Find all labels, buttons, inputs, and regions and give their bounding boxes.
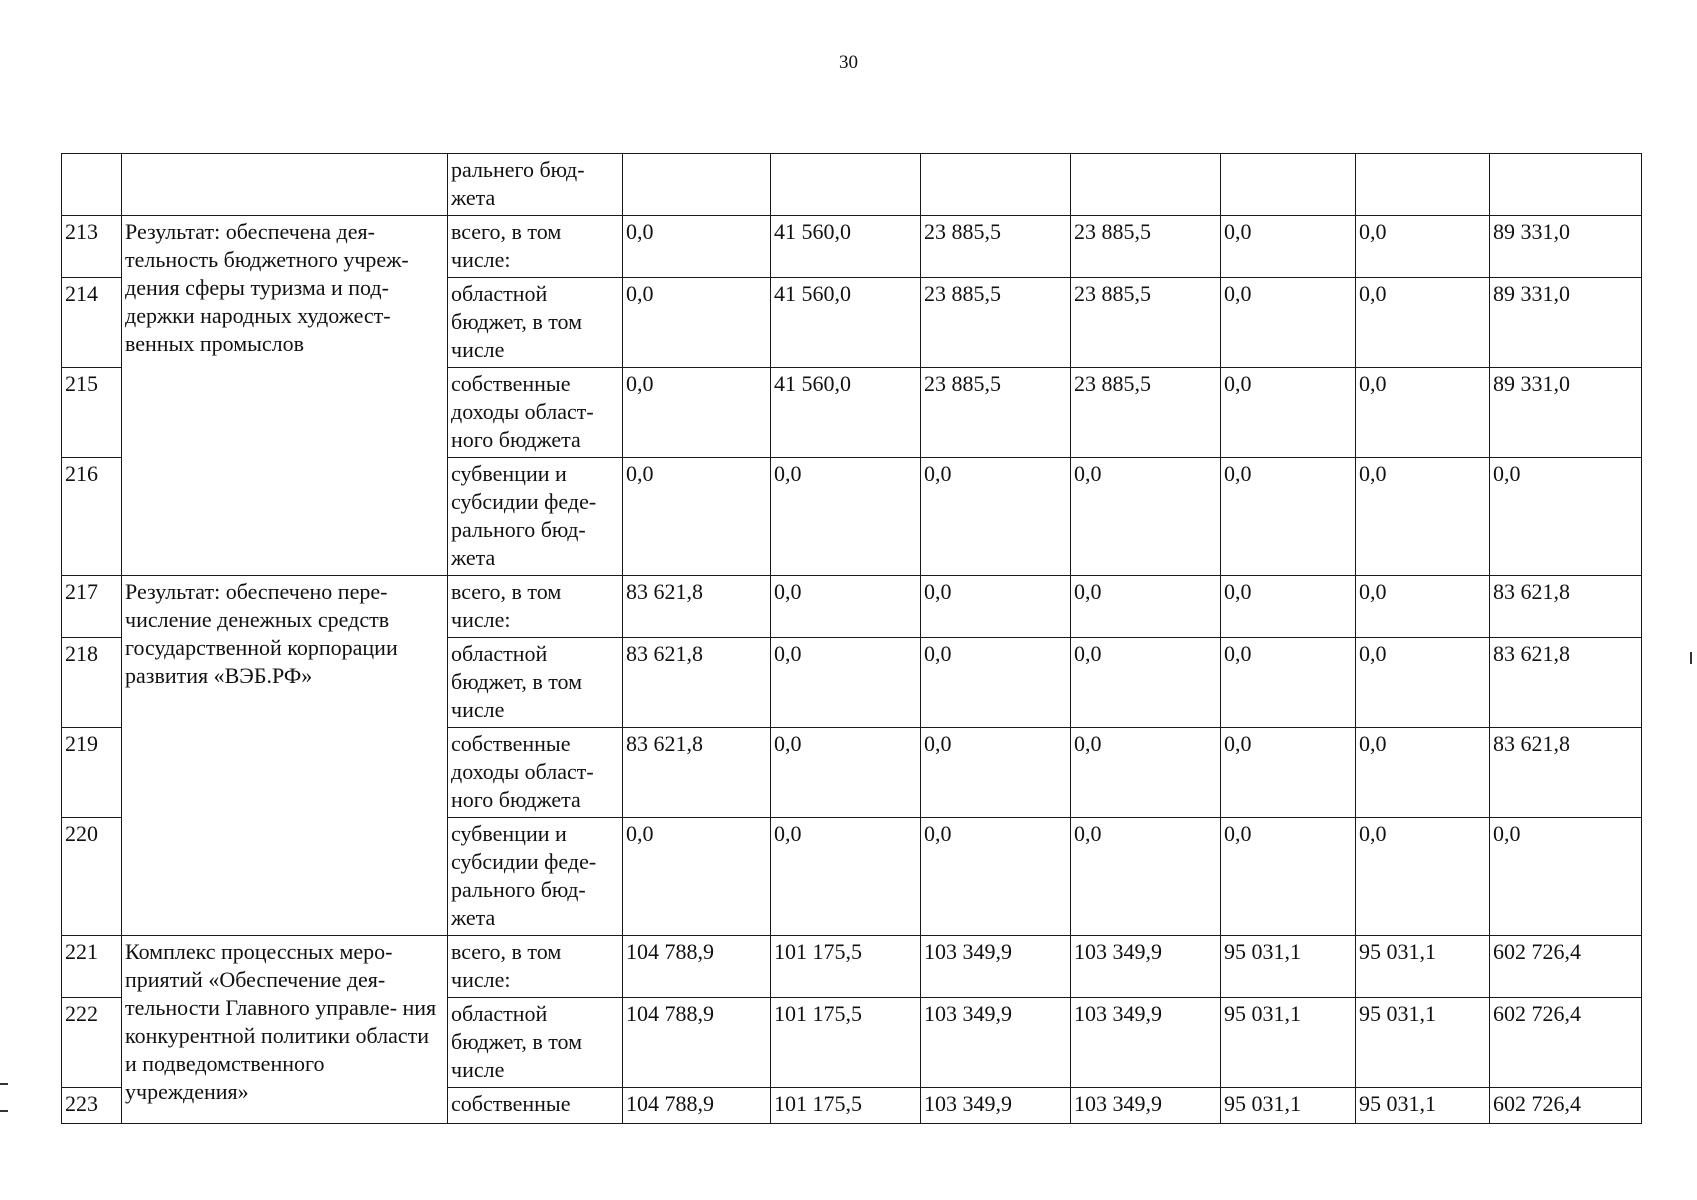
- value-cell: 0,0: [1356, 368, 1490, 458]
- funding-source-cell: областной бюджет, в том числе: [448, 638, 623, 728]
- value-cell: 0,0: [921, 818, 1071, 936]
- item-description-cell: Результат: обеспечено пере- числение денежных средств государственной корпорации развития «ВЭБ.РФ»: [122, 576, 448, 936]
- value-cell: 95 031,1: [1221, 936, 1356, 998]
- value-cell: 0,0: [1356, 576, 1490, 638]
- value-cell: 0,0: [1221, 728, 1356, 818]
- value-cell: 0,0: [1071, 638, 1221, 728]
- value-cell: [1356, 154, 1490, 216]
- value-cell: 23 885,5: [921, 216, 1071, 278]
- value-cell: [623, 154, 771, 216]
- value-cell: 89 331,0: [1490, 216, 1642, 278]
- scan-edge-mark: [0, 1110, 8, 1112]
- row-number-cell: 221: [62, 936, 122, 998]
- budget-table-body: [62, 154, 1642, 1124]
- item-description-cell: Результат: обеспечена дея- тельность бюджетного учреж- дения сферы туризма и под- держки народных художест- венных промыслов: [122, 216, 448, 576]
- value-cell: 0,0: [771, 728, 921, 818]
- value-cell: 0,0: [921, 576, 1071, 638]
- value-cell: 602 726,4: [1490, 1088, 1642, 1124]
- value-cell: 0,0: [1356, 638, 1490, 728]
- value-cell: 95 031,1: [1356, 998, 1490, 1088]
- value-cell: 0,0: [623, 818, 771, 936]
- value-cell: 103 349,9: [921, 998, 1071, 1088]
- value-cell: 103 349,9: [1071, 1088, 1221, 1124]
- value-cell: [1490, 154, 1642, 216]
- funding-source-cell: субвенции и субсидии феде- рального бюд- жета: [448, 818, 623, 936]
- value-cell: 95 031,1: [1356, 936, 1490, 998]
- funding-source-cell: собственные доходы област- ного бюджета: [448, 368, 623, 458]
- value-cell: 0,0: [1356, 458, 1490, 576]
- value-cell: 83 621,8: [1490, 576, 1642, 638]
- value-cell: 0,0: [1356, 818, 1490, 936]
- value-cell: 0,0: [1071, 728, 1221, 818]
- value-cell: 104 788,9: [623, 936, 771, 998]
- funding-source-cell: собственные доходы област- ного бюджета: [448, 728, 623, 818]
- value-cell: 103 349,9: [921, 936, 1071, 998]
- row-number-cell: 216: [62, 458, 122, 576]
- value-cell: 602 726,4: [1490, 998, 1642, 1088]
- value-cell: 83 621,8: [1490, 728, 1642, 818]
- value-cell: 0,0: [1071, 818, 1221, 936]
- value-cell: 83 621,8: [623, 638, 771, 728]
- value-cell: [921, 154, 1071, 216]
- funding-source-cell: всего, в том числе:: [448, 576, 623, 638]
- value-cell: 103 349,9: [1071, 998, 1221, 1088]
- value-cell: 23 885,5: [921, 278, 1071, 368]
- value-cell: 0,0: [771, 458, 921, 576]
- value-cell: 95 031,1: [1221, 998, 1356, 1088]
- value-cell: 23 885,5: [1071, 278, 1221, 368]
- value-cell: 41 560,0: [771, 216, 921, 278]
- value-cell: 0,0: [1221, 576, 1356, 638]
- value-cell: 0,0: [1221, 638, 1356, 728]
- page-number: 30: [839, 52, 858, 73]
- value-cell: 0,0: [1356, 216, 1490, 278]
- value-cell: 0,0: [1221, 818, 1356, 936]
- item-description-cell: Комплекс процессных меро- приятий «Обеспечение дея- тельности Главного управле- ния конкурентной политики области и подведомственного учреждения»: [122, 936, 448, 1124]
- row-number-cell: 219: [62, 728, 122, 818]
- funding-source-cell: областной бюджет, в том числе: [448, 278, 623, 368]
- row-number-cell: 220: [62, 818, 122, 936]
- value-cell: 83 621,8: [623, 576, 771, 638]
- row-number-cell: 218: [62, 638, 122, 728]
- value-cell: 0,0: [1221, 458, 1356, 576]
- value-cell: 0,0: [771, 576, 921, 638]
- row-number-cell: 223: [62, 1088, 122, 1124]
- value-cell: 0,0: [921, 638, 1071, 728]
- value-cell: 0,0: [1356, 278, 1490, 368]
- value-cell: 0,0: [623, 458, 771, 576]
- value-cell: 0,0: [771, 638, 921, 728]
- table-row: [62, 576, 1642, 638]
- value-cell: 83 621,8: [1490, 638, 1642, 728]
- value-cell: 101 175,5: [771, 998, 921, 1088]
- value-cell: 0,0: [623, 278, 771, 368]
- table-row: [62, 936, 1642, 998]
- value-cell: 0,0: [1490, 458, 1642, 576]
- row-number-cell: 217: [62, 576, 122, 638]
- value-cell: 101 175,5: [771, 1088, 921, 1124]
- value-cell: 89 331,0: [1490, 368, 1642, 458]
- value-cell: 0,0: [771, 818, 921, 936]
- row-number-cell: 222: [62, 998, 122, 1088]
- funding-source-cell: всего, в том числе:: [448, 216, 623, 278]
- value-cell: [771, 154, 921, 216]
- funding-source-cell: всего, в том числе:: [448, 936, 623, 998]
- value-cell: 0,0: [1356, 728, 1490, 818]
- value-cell: 0,0: [623, 216, 771, 278]
- value-cell: 602 726,4: [1490, 936, 1642, 998]
- value-cell: 95 031,1: [1356, 1088, 1490, 1124]
- value-cell: 104 788,9: [623, 1088, 771, 1124]
- row-number-cell: 214: [62, 278, 122, 368]
- value-cell: [1221, 154, 1356, 216]
- scan-edge-mark: [0, 1083, 8, 1085]
- row-number-cell: 215: [62, 368, 122, 458]
- value-cell: 0,0: [1221, 278, 1356, 368]
- value-cell: 0,0: [1221, 216, 1356, 278]
- value-cell: 0,0: [1071, 458, 1221, 576]
- funding-source-cell: ральнего бюд- жета: [448, 154, 623, 216]
- row-number-cell: [62, 154, 122, 216]
- value-cell: 0,0: [623, 368, 771, 458]
- value-cell: 41 560,0: [771, 368, 921, 458]
- row-number-cell: 213: [62, 216, 122, 278]
- scan-edge-mark: [1690, 652, 1692, 664]
- table-row: [62, 216, 1642, 278]
- value-cell: [1071, 154, 1221, 216]
- budget-table: [61, 153, 1642, 1124]
- funding-source-cell: собственные: [448, 1088, 623, 1124]
- value-cell: 103 349,9: [921, 1088, 1071, 1124]
- value-cell: 0,0: [1071, 576, 1221, 638]
- item-description-cell: [122, 154, 448, 216]
- value-cell: 0,0: [921, 728, 1071, 818]
- value-cell: 0,0: [921, 458, 1071, 576]
- value-cell: 83 621,8: [623, 728, 771, 818]
- value-cell: 23 885,5: [921, 368, 1071, 458]
- funding-source-cell: областной бюджет, в том числе: [448, 998, 623, 1088]
- table-row-continuation: [62, 154, 1642, 216]
- value-cell: 89 331,0: [1490, 278, 1642, 368]
- funding-source-cell: субвенции и субсидии феде- рального бюд- жета: [448, 458, 623, 576]
- value-cell: 103 349,9: [1071, 936, 1221, 998]
- value-cell: 101 175,5: [771, 936, 921, 998]
- value-cell: 104 788,9: [623, 998, 771, 1088]
- value-cell: 23 885,5: [1071, 216, 1221, 278]
- value-cell: 23 885,5: [1071, 368, 1221, 458]
- value-cell: 41 560,0: [771, 278, 921, 368]
- value-cell: 0,0: [1490, 818, 1642, 936]
- value-cell: 95 031,1: [1221, 1088, 1356, 1124]
- value-cell: 0,0: [1221, 368, 1356, 458]
